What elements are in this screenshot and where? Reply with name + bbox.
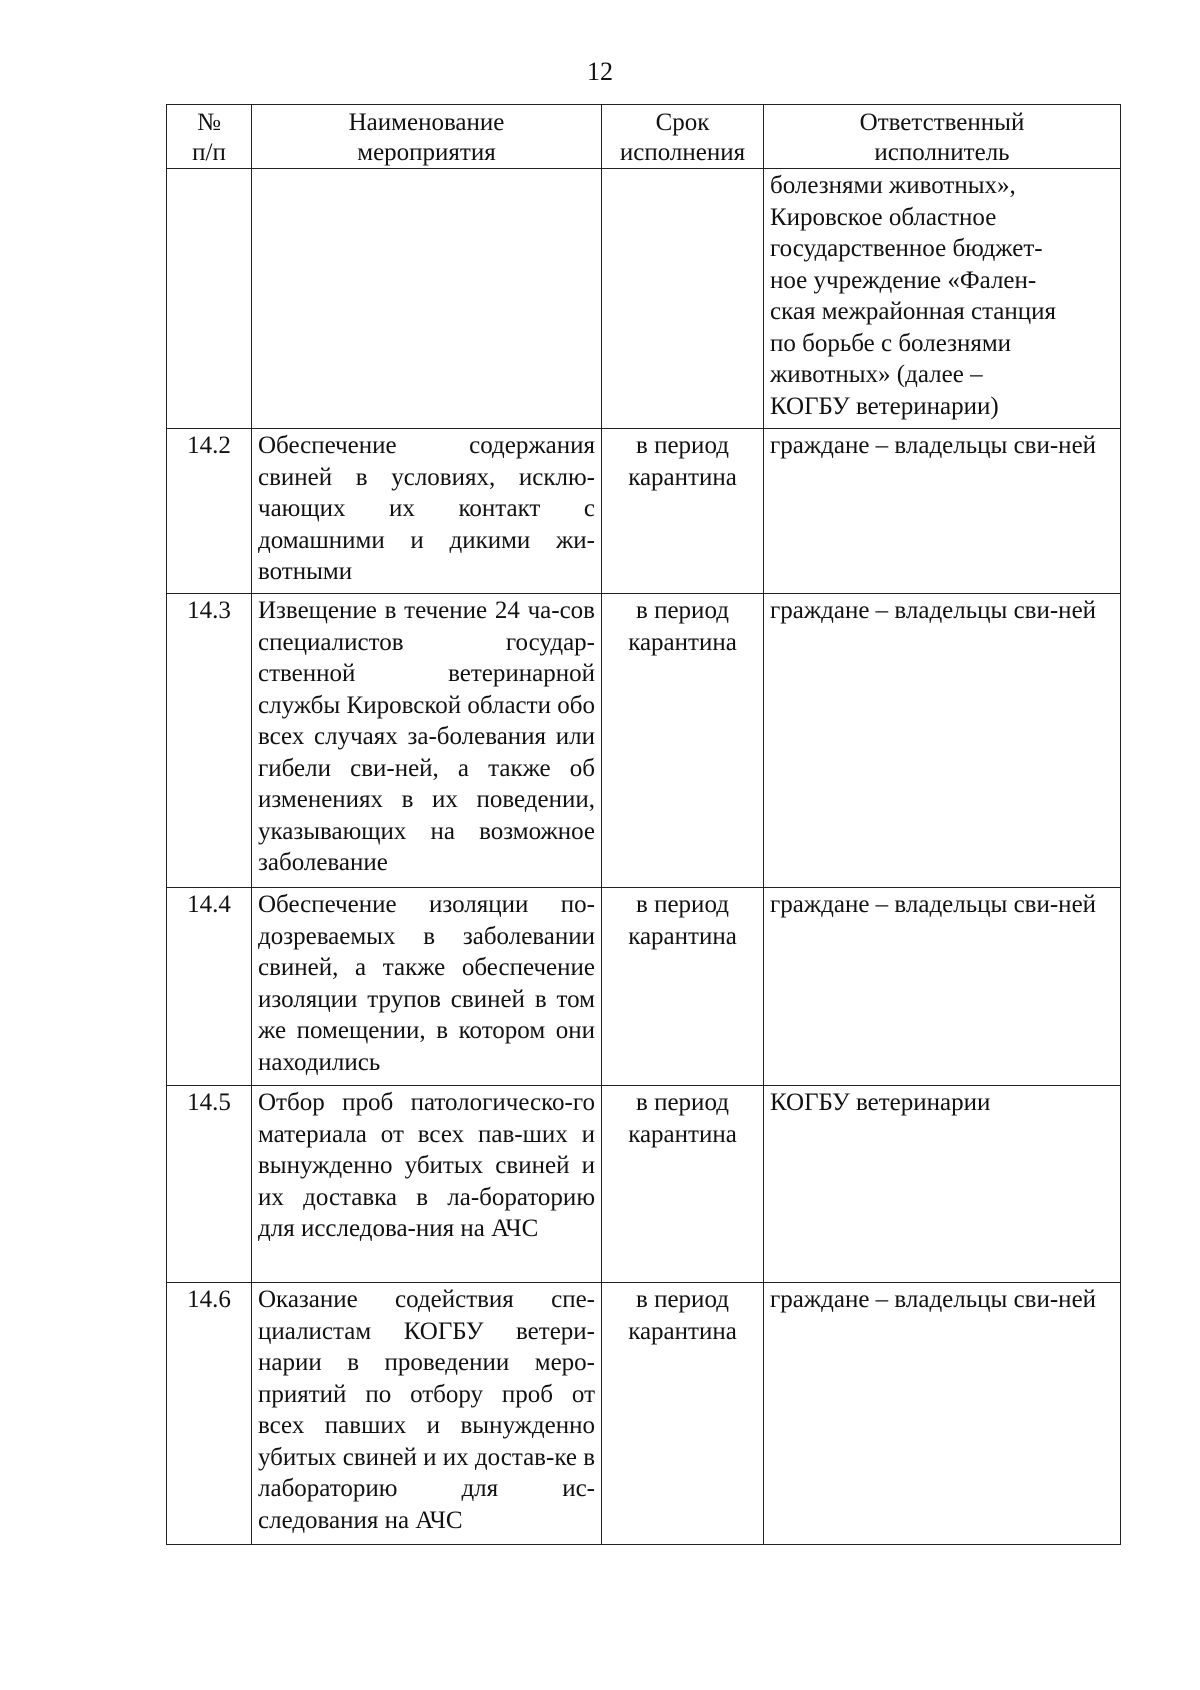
table-row-14-4 bbox=[167, 888, 1121, 1086]
term-line: в период bbox=[636, 1089, 729, 1116]
term-line: в период bbox=[636, 891, 729, 918]
cell-responsible: граждане – владельцы сви-ней bbox=[764, 594, 1121, 888]
table-row-14-3 bbox=[167, 594, 1121, 888]
term-line: в период bbox=[636, 432, 729, 459]
term-line: карантина bbox=[628, 628, 737, 656]
cell-measure: Извещение в течение 24 ча-сов специалистов государ-ственной ветеринарной службы Кировской области обо всех случаях за-болевания или гибели сви-ней, а также об изменениях в их поведении, указывающих на возможное заболевание bbox=[252, 594, 602, 888]
cell-term-empty bbox=[602, 169, 764, 429]
responsible-line: ное учреждение «Фален- bbox=[770, 266, 1037, 294]
cell-name-empty bbox=[252, 169, 602, 429]
term-line: в период bbox=[636, 597, 729, 624]
cell-num-empty bbox=[167, 169, 252, 429]
table-header-row bbox=[167, 105, 1121, 169]
term-line: карантина bbox=[628, 1317, 737, 1345]
cell-num: 14.5 bbox=[167, 1086, 252, 1283]
responsible-line: КОГБУ ветеринарии) bbox=[770, 392, 999, 420]
cell-term bbox=[602, 429, 764, 594]
cell-responsible: граждане – владельцы сви-ней bbox=[764, 888, 1121, 1086]
cell-term bbox=[602, 594, 764, 888]
cell-num: 14.3 bbox=[167, 594, 252, 888]
header-name-line: мероприятия bbox=[357, 139, 496, 166]
header-responsible-line: исполнитель bbox=[874, 139, 1010, 166]
responsible-line: по борьбе с болезнями bbox=[770, 329, 1012, 357]
header-name-line: Наименование bbox=[348, 109, 505, 136]
responsible-line: Кировское областное bbox=[770, 203, 997, 231]
term-line: в период bbox=[636, 1286, 729, 1313]
table-row-14-2 bbox=[167, 429, 1121, 594]
page-number: 12 bbox=[587, 57, 613, 86]
table-row-14-5 bbox=[167, 1086, 1121, 1283]
cell-term bbox=[602, 1086, 764, 1283]
cell-term bbox=[602, 888, 764, 1086]
cell-num: 14.6 bbox=[167, 1283, 252, 1545]
cell-measure: Отбор проб патологическо-го материала от всех пав-ших и вынужденно убитых свиней и их доставка в ла-бораторию для исследова-ния на АЧС bbox=[252, 1086, 602, 1283]
term-line: карантина bbox=[628, 922, 737, 950]
responsible-line: животных» (далее – bbox=[770, 361, 983, 388]
header-name bbox=[252, 105, 602, 169]
header-num-line: п/п bbox=[192, 139, 226, 166]
header-num bbox=[167, 105, 252, 169]
cell-measure: Оказание содействия спе-циалистам КОГБУ ветери-нарии в проведении меро-приятий по отбору проб от всех павших и вынужденно убитых свиней и их достав-ке в лабораторию для ис-следования на АЧС bbox=[252, 1283, 602, 1545]
table-row-continuation bbox=[167, 169, 1121, 429]
header-responsible-line: Ответственный bbox=[859, 109, 1025, 136]
responsible-line: болезнями животных», bbox=[770, 172, 1016, 199]
cell-responsible: КОГБУ ветеринарии bbox=[764, 1086, 1121, 1283]
cell-term bbox=[602, 1283, 764, 1545]
header-num-line: № bbox=[197, 109, 221, 136]
header-term bbox=[602, 105, 764, 169]
cell-responsible-continuation bbox=[764, 169, 1121, 429]
header-term-line: исполнения bbox=[619, 139, 746, 166]
cell-measure: Обеспечение изоляции по-дозреваемых в заболевании свиней, а также обеспечение изоляции трупов свиней в том же помещении, в котором они находились bbox=[252, 888, 602, 1086]
responsible-line: государственное бюджет- bbox=[770, 235, 1043, 262]
header-responsible bbox=[764, 105, 1121, 169]
term-line: карантина bbox=[628, 463, 737, 491]
cell-measure: Обеспечение содержания свиней в условиях, исклю-чающих их контакт с домашними и дикими жи-вотными bbox=[252, 429, 602, 594]
cell-responsible: граждане – владельцы сви-ней bbox=[764, 1283, 1121, 1545]
term-line: карантина bbox=[628, 1120, 737, 1148]
measures-table bbox=[166, 104, 1121, 1545]
cell-responsible: граждане – владельцы сви-ней bbox=[764, 429, 1121, 594]
cell-num: 14.4 bbox=[167, 888, 252, 1086]
cell-num: 14.2 bbox=[167, 429, 252, 594]
responsible-line: ская межрайонная станция bbox=[770, 298, 1057, 325]
table-row-14-6 bbox=[167, 1283, 1121, 1545]
header-term-line: Срок bbox=[655, 109, 710, 136]
